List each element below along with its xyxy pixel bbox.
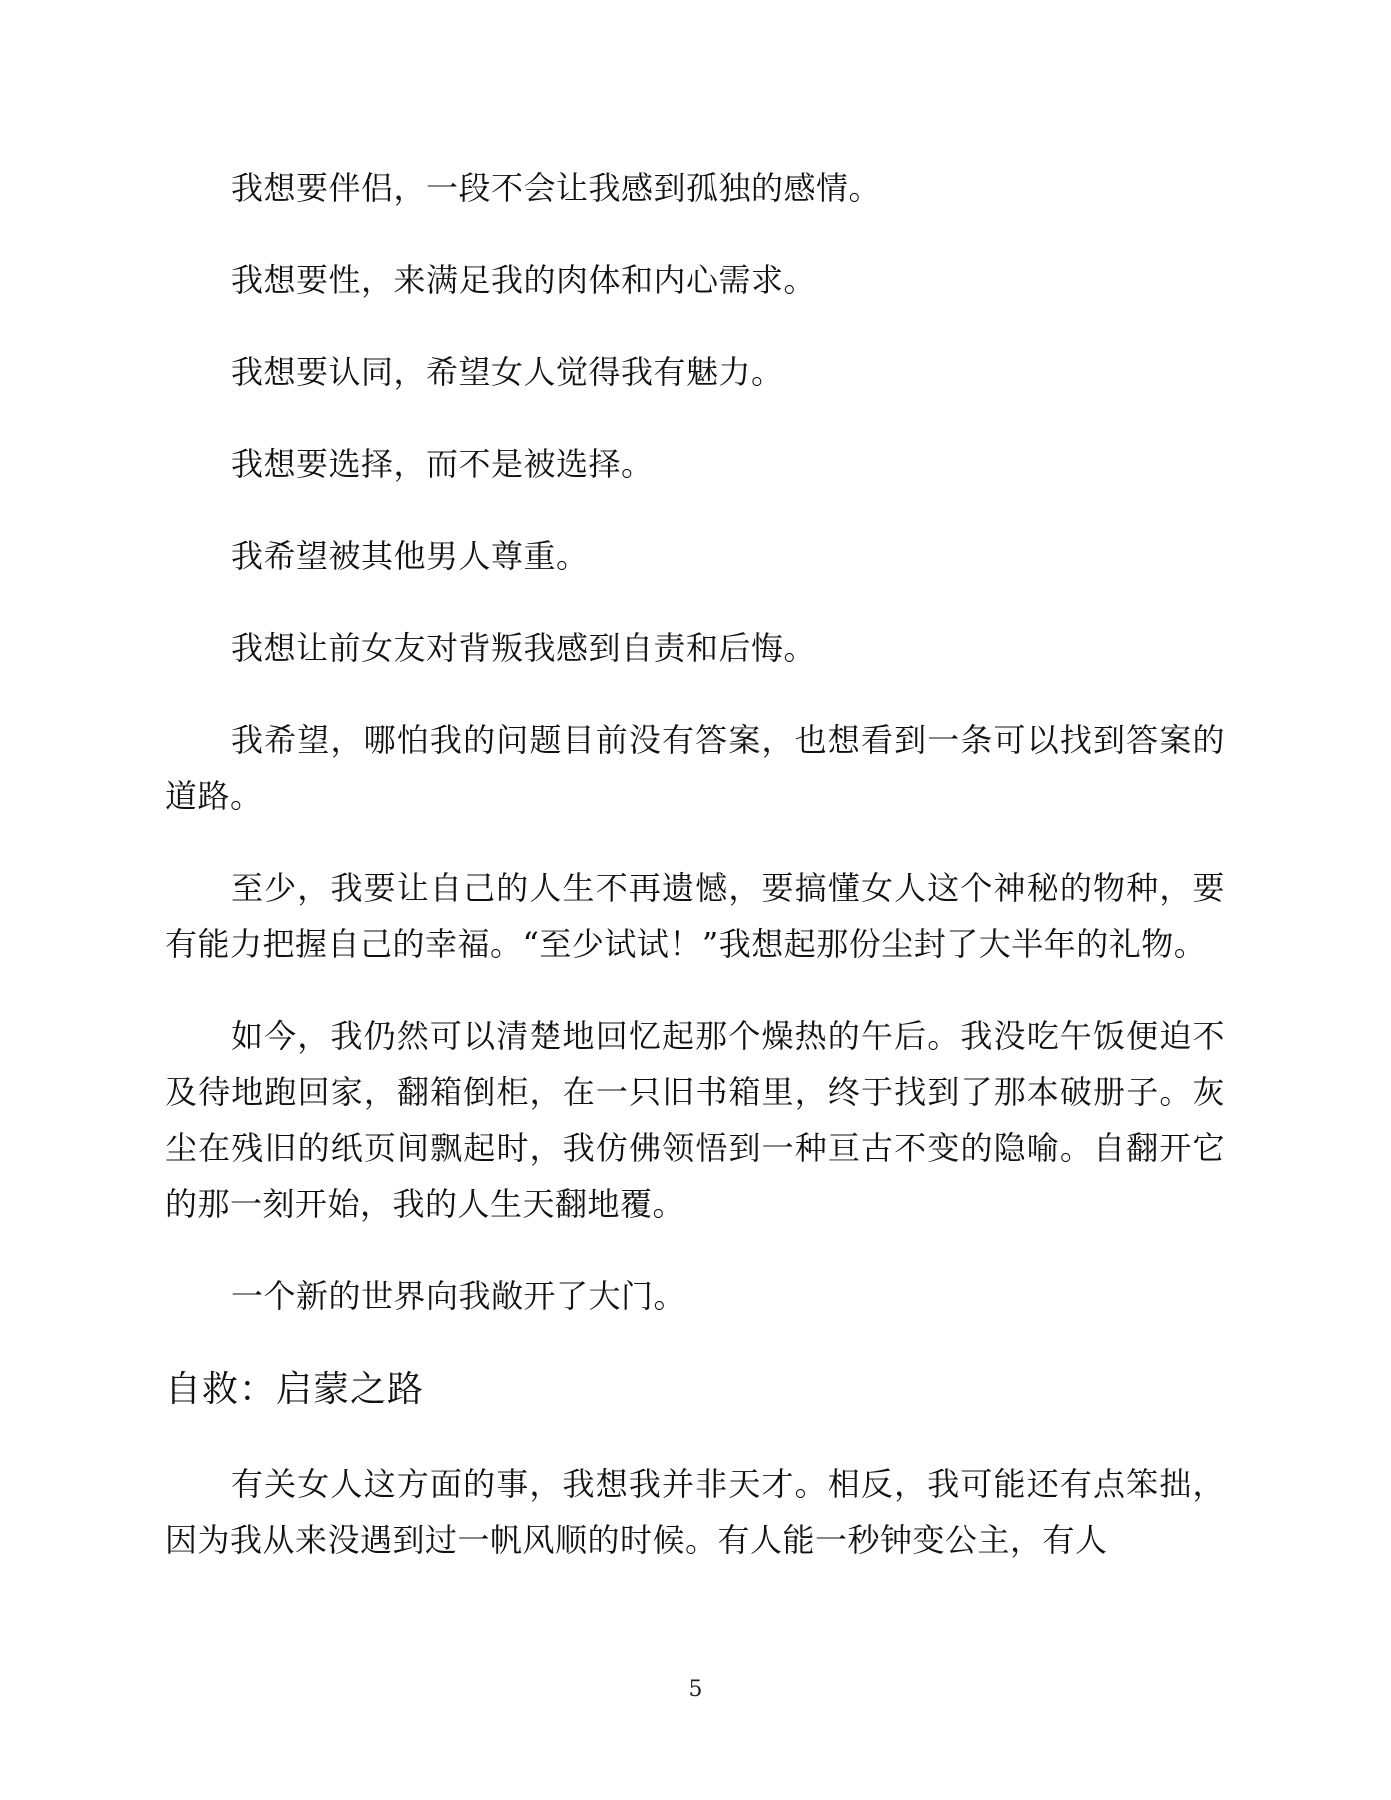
paragraph-10: 一个新的世界向我敞开了大门。 (231, 1277, 687, 1315)
paragraph-11: 有关女人这方面的事，我想我并非天才。相反，我可能还有点笨拙，因为我从来没遇到过一帆风顺的时候。有人能一秒钟变公主，有人 (165, 1465, 1225, 1559)
body-text (165, 160, 1225, 1604)
paragraph-5: 我希望被其他男人尊重。 (231, 537, 589, 575)
paragraph-7: 我希望，哪怕我的问题目前没有答案，也想看到一条可以找到答案的道路。 (165, 721, 1225, 815)
paragraph-8: 至少，我要让自己的人生不再遗憾，要搞懂女人这个神秘的物种，要有能力把握自己的幸福。“至少试试！”我想起那份尘封了大半年的礼物。 (165, 869, 1225, 963)
paragraph-1: 我想要伴侣，一段不会让我感到孤独的感情。 (231, 169, 882, 207)
paragraph-6: 我想让前女友对背叛我感到自责和后悔。 (231, 629, 817, 667)
paragraph-2: 我想要性，来满足我的肉体和内心需求。 (231, 261, 817, 299)
page-number: 5 (688, 1677, 703, 1702)
paragraph-4: 我想要选择，而不是被选择。 (231, 445, 654, 483)
section-heading: 自救：启蒙之路 (165, 1369, 425, 1410)
paragraph-3: 我想要认同，希望女人觉得我有魅力。 (231, 353, 784, 391)
paragraph-9: 如今，我仍然可以清楚地回忆起那个燥热的午后。我没吃午饭便迫不及待地跑回家，翻箱倒柜，在一只旧书箱里，终于找到了那本破册子。灰尘在残旧的纸页间飘起时，我仿佛领悟到一种亘古不变的隐喻。自翻开它的那一刻开始，我的人生天翻地覆。 (165, 1017, 1225, 1223)
